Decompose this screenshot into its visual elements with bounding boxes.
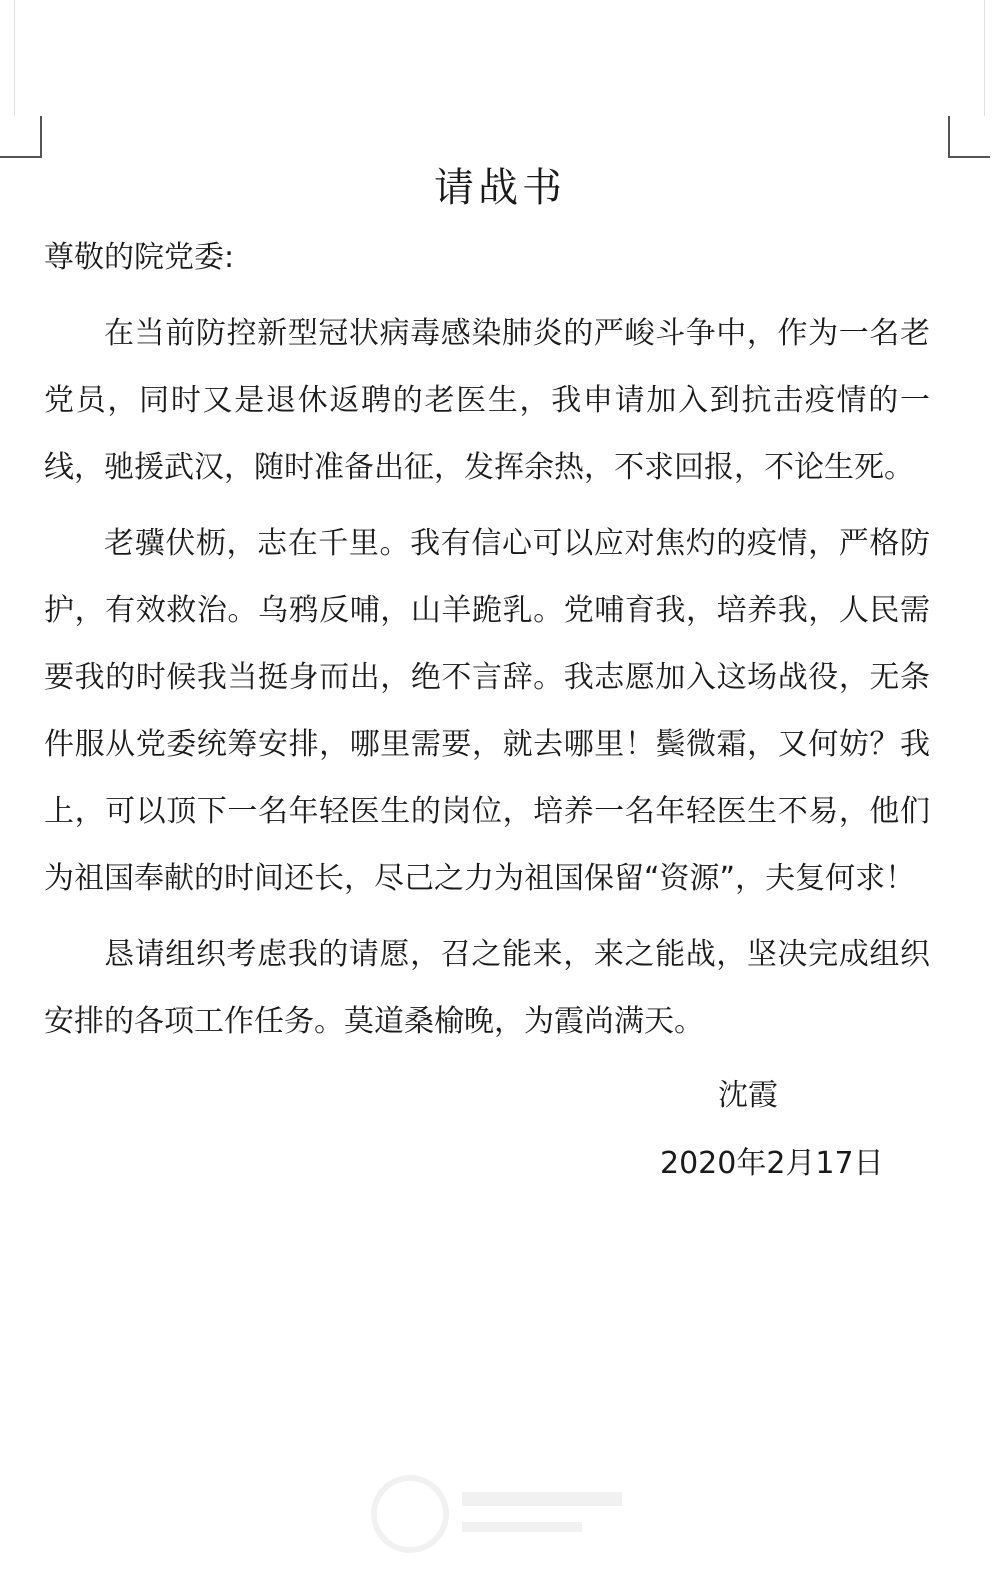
crop-mark-top-right	[948, 116, 990, 158]
signature-name: 沈霞	[718, 1078, 778, 1113]
salutation: 尊敬的院党委:	[44, 240, 235, 275]
signature-date: 2020年2月17日	[660, 1146, 884, 1181]
page-edge-right	[984, 0, 985, 116]
document-title: 请战书	[434, 165, 566, 211]
paragraph-3: 恳请组织考虑我的请愿，召之能来，来之能战，坚决完成组织安排的各项工作任务。莫道桑榆晚，为霞尚满天。	[44, 937, 930, 1039]
page-edge-left	[14, 0, 15, 116]
crop-mark-top-left	[0, 116, 42, 158]
watermark-logo	[362, 1462, 632, 1562]
letter-body	[44, 300, 930, 1064]
paragraph-1: 在当前防控新型冠状病毒感染肺炎的严峻斗争中，作为一名老党员，同时又是退休返聘的老医生，我申请加入到抗击疫情的一线，驰援武汉，随时准备出征，发挥余热，不求回报，不论生死。	[44, 316, 930, 485]
paragraph-2: 老骥伏枥，志在千里。我有信心可以应对焦灼的疫情，严格防护，有效救治。乌鸦反哺，山羊跪乳。党哺育我，培养我，人民需要我的时候我当挺身而出，绝不言辞。我志愿加入这场战役，无条件服从党委统筹安排，哪里需要，就去哪里！鬓微霜，又何妨？我上，可以顶下一名年轻医生的岗位，培养一名年轻医生不易，他们为祖国奉献的时间还长，尽己之力为祖国保留“资源”，夫复何求！	[44, 526, 930, 896]
